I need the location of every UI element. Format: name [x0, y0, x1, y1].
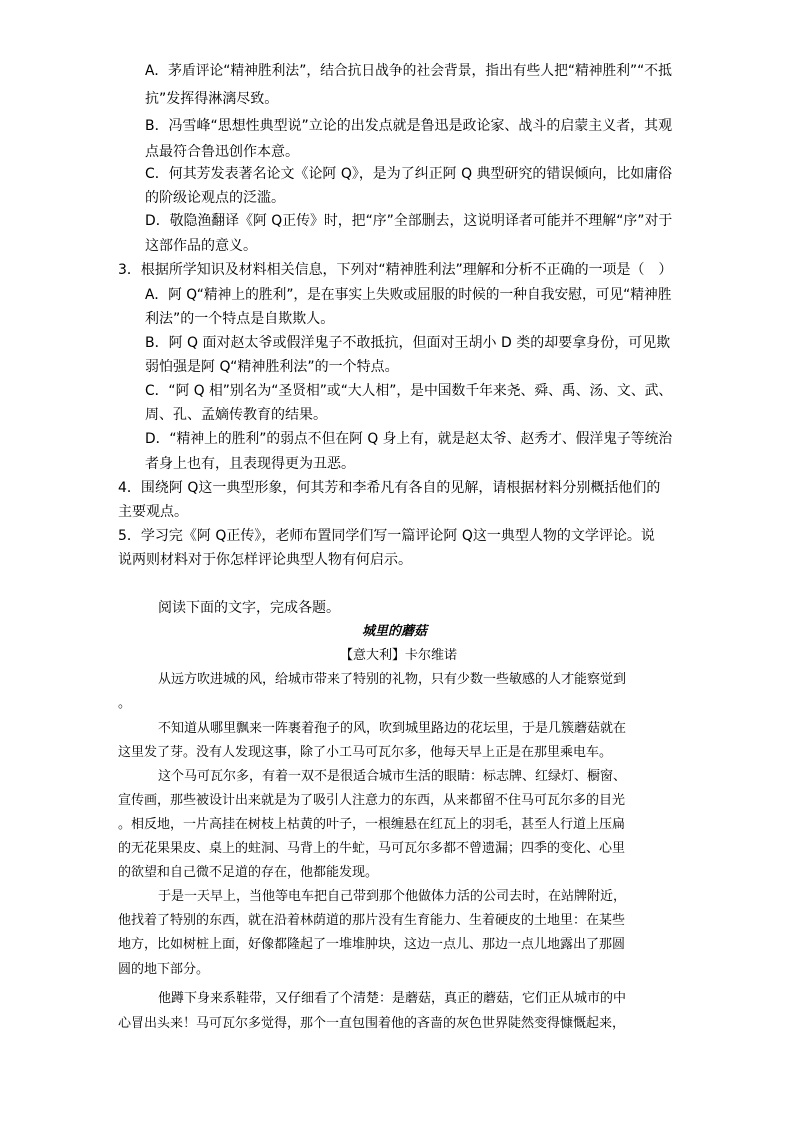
q3-option-b-line1: B．阿 Q 面对赵太爷或假洋鬼子不敢抵抗，但面对王胡小 D 类的却要拿身份，可见欺	[145, 335, 671, 351]
paragraph-2-line1: 不知道从哪里飘来一阵裹着孢子的风，吹到城里路边的花坛里，于是几簇蘑菇就在	[158, 721, 627, 736]
reading-instruction: 阅读下面的文字，完成各题。	[158, 600, 340, 616]
paragraph-4-line2: 他找着了特别的东西，就在沿着林荫道的那片没有生育能力、生着硬皮的土地里：在某些	[118, 913, 626, 928]
paragraph-3-line5: 的欲望和自己微不足道的存在，他都能发现。	[118, 865, 379, 880]
q3-option-d-line2: 者身上也有，且表现得更为丑恶。	[145, 456, 355, 472]
q2-option-d-line2: 这部作品的意义。	[145, 238, 257, 254]
paragraph-3-line4: 的无花果果皮、桌上的蛀洞、马背上的牛虻，马可瓦尔多都不曾遗漏；四季的变化、心里	[118, 841, 626, 856]
q5-line1: 5．学习完《阿 Q正传》，老师布置同学们写一篇评论阿 Q这一典型人物的文学评论。说	[118, 528, 655, 544]
q2-option-c-line2: 的阶级论观点的泛滥。	[145, 190, 285, 206]
q2-option-b-line1: B．冯雪峰“思想性典型说”立论的出发点就是鲁迅是政论家、战斗的启蒙主义者，其观	[145, 118, 673, 134]
paragraph-4-line3: 地方，比如树桩上面，好像都隆起了一堆堆肿块，这边一点儿、那边一点儿地露出了那圆	[118, 937, 626, 952]
q3-option-c-line1: C．“阿 Q 相”别名为“圣贤相”或“大人相”，是中国数千年来尧、舜、禹、汤、文、武、	[145, 383, 673, 399]
q2-option-d-line1: D．敬隐渔翻译《阿 Q正传》时，把“序”全部删去，这说明译者可能并不理解“序”对于	[145, 213, 673, 229]
q3-option-c-line2: 周、孔、孟嫡传教育的结果。	[145, 407, 327, 423]
q3-stem: 3．根据所学知识及材料相关信息，下列对“精神胜利法”理解和分析不正确的一项是（ ）	[118, 262, 673, 278]
passage-author: 【意大利】卡尔维诺	[340, 648, 458, 663]
q3-option-a-line1: A．阿 Q“精神上的胜利”，是在事实上失败或屈服的时候的一种自我安慰，可见“精神胜	[145, 287, 672, 303]
q4-line1: 4．围绕阿 Q这一典型形象，何其芳和李希凡有各自的见解，请根据材料分别概括他们的	[118, 480, 661, 496]
q2-option-a-line1: A．茅盾评论“精神胜利法”，结合抗日战争的社会背景，指出有些人把“精神胜利”“不抵	[145, 63, 672, 79]
q3-option-a-line2: 利法”的一个特点是自欺欺人。	[145, 311, 335, 327]
q3-option-b-line2: 弱怕强是阿 Q“精神胜利法”的一个特点。	[145, 359, 399, 375]
paragraph-3-line2: 宣传画，那些被设计出来就是为了吸引人注意力的东西，从来都留不住马可瓦尔多的目光	[118, 793, 626, 808]
q3-option-d-line1: D．“精神上的胜利”的弱点不但在阿 Q 身上有，就是赵太爷、赵秀才、假洋鬼子等统治	[145, 431, 673, 447]
paragraph-3-line1: 这个马可瓦尔多，有着一双不是很适合城市生活的眼睛：标志牌、红绿灯、橱窗、	[158, 769, 627, 784]
q5-line2: 说两则材料对于你怎样评论典型人物有何启示。	[118, 552, 412, 568]
paragraph-4-line4: 圆的地下部分。	[118, 962, 210, 977]
q2-option-a-line2: 抗”发挥得淋漓尽致。	[145, 91, 279, 107]
paragraph-5-line2: 心冒出头来！马可瓦尔多觉得，那个一直包围着他的吝啬的灰色世界陡然变得慷慨起来，	[118, 1016, 626, 1031]
q2-option-b-line2: 点最符合鲁迅创作本意。	[145, 144, 299, 160]
paragraph-4-line1: 于是一天早上，当他等电车把自己带到那个他做体力活的公司去时，在站牌附近，	[158, 889, 627, 904]
q2-option-c-line1: C．何其芳发表著名论文《论阿 Q》，是为了纠正阿 Q 典型研究的错误倾向，比如庸俗	[145, 166, 673, 182]
paragraph-2-line2: 这里发了芽。没有人发现这事，除了小工马可瓦尔多，他每天早上正是在那里乘电车。	[118, 745, 613, 760]
paragraph-3-line3: 。相反地，一片高挂在树枝上枯黄的叶子，一根缠悬在红瓦上的羽毛，甚至人行道上压扁	[118, 817, 626, 832]
paragraph-1-line2: 。	[118, 696, 132, 711]
q4-line2: 主要观点。	[118, 504, 188, 520]
passage-title: 城里的蘑菇	[362, 624, 428, 639]
paragraph-1-line1: 从远方吹进城的风，给城市带来了特别的礼物，只有少数一些敏感的人才能察觉到	[158, 672, 627, 687]
paragraph-5-line1: 他蹲下身来系鞋带，又仔细看了个清楚：是蘑菇，真正的蘑菇，它们正从城市的中	[158, 991, 627, 1006]
